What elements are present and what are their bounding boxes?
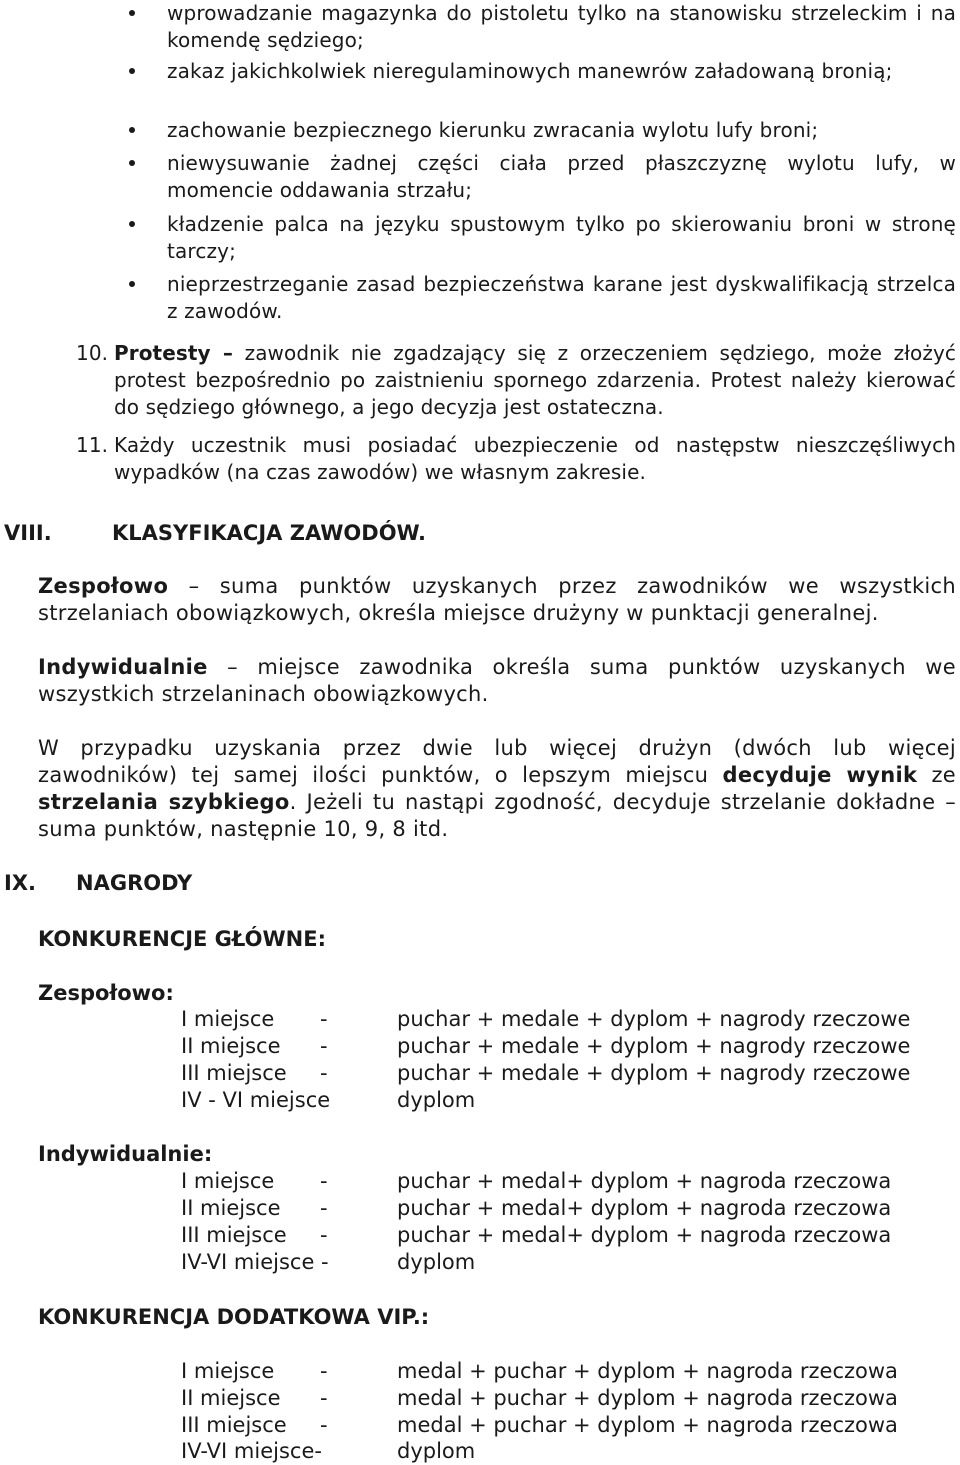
point-number: 11.	[76, 433, 109, 457]
classification-team	[38, 573, 956, 627]
list-item-text: wprowadzanie magazynka do pistoletu tylko na stanowisku strzeleckim i na komendę sędziego;	[167, 1, 956, 52]
tie-break-rule	[38, 735, 956, 843]
bold-text: strzelania szybkiego	[38, 790, 290, 814]
dash: -	[320, 1196, 328, 1220]
vip-competition-heading: KONKURENCJA DODATKOWA VIP.:	[38, 1305, 430, 1329]
term: Indywidualnie	[38, 655, 208, 679]
list-item-text: niewysuwanie żadnej części ciała przed płaszczyznę wylotu lufy, w momencie oddawania strzału;	[167, 151, 956, 202]
place: IV-VI miejsce-	[181, 1439, 322, 1463]
award: medal + puchar + dyplom + nagroda rzeczowa	[397, 1386, 898, 1410]
individual-prizes-heading: Indywidualnie:	[38, 1142, 213, 1166]
place: II miejsce	[181, 1196, 281, 1220]
place: IV-VI miejsce -	[181, 1250, 329, 1274]
bullet-icon	[129, 68, 135, 74]
award: puchar + medale + dyplom + nagrody rzeczowe	[397, 1061, 911, 1085]
bullet-icon	[129, 160, 135, 166]
award: dyplom	[397, 1250, 476, 1274]
main-competition-heading: KONKURENCJE GŁÓWNE:	[38, 927, 326, 951]
bullet-icon	[129, 281, 135, 287]
point-body: Każdy uczestnik musi posiadać ubezpieczenie od następstw nieszczęśliwych wypadków (na czas zawodów) we własnym zakresie.	[114, 433, 956, 484]
place: III miejsce	[181, 1413, 287, 1437]
place: III miejsce	[181, 1061, 287, 1085]
text: W przypadku uzyskania przez dwie lub więcej drużyn (dwóch lub więcej zawodników) tej samej ilości punktów, o lepszym miejscu	[38, 736, 956, 787]
dash: -	[320, 1007, 328, 1031]
dash: -	[320, 1223, 328, 1247]
dash: -	[320, 1034, 328, 1058]
bullet-icon	[129, 10, 135, 16]
award: dyplom	[397, 1088, 476, 1112]
definition: – suma punktów uzyskanych przez zawodników we wszystkich strzelaniach obowiązkowych, określa miejsce drużyny w punktacji generalnej.	[38, 574, 956, 625]
dash: -	[320, 1413, 328, 1437]
section-title: KLASYFIKACJA ZAWODÓW.	[112, 521, 426, 545]
dash: -	[320, 1061, 328, 1085]
section-number: IX.	[4, 871, 36, 895]
place: I miejsce	[181, 1359, 275, 1383]
point-number: 10.	[76, 341, 109, 365]
list-item-text: kładzenie palca na języku spustowym tylko po skierowaniu broni w stronę tarczy;	[167, 212, 956, 263]
award: puchar + medal+ dyplom + nagroda rzeczowa	[397, 1196, 892, 1220]
award: dyplom	[397, 1439, 476, 1463]
dash: -	[320, 1169, 328, 1193]
dash: -	[320, 1386, 328, 1410]
team-prizes-heading: Zespołowo:	[38, 981, 174, 1005]
award: puchar + medal+ dyplom + nagroda rzeczowa	[397, 1223, 892, 1247]
bold-text: decyduje wynik	[722, 763, 918, 787]
classification-individual	[38, 654, 956, 708]
text: . Jeżeli tu nastąpi zgodność, decyduje strzelanie dokładne – suma punktów, następnie 10, 9, 8 itd.	[38, 790, 956, 841]
place: I miejsce	[181, 1169, 275, 1193]
point-lead: Protesty –	[114, 341, 233, 365]
list-item-text: zakaz jakichkolwiek nieregulaminowych manewrów załadowaną bronią;	[167, 59, 893, 83]
award: medal + puchar + dyplom + nagroda rzeczowa	[397, 1359, 898, 1383]
place: II miejsce	[181, 1386, 281, 1410]
point-body: zawodnik nie zgadzający się z orzeczeniem sędziego, może złożyć protest bezpośrednio po zaistnieniu spornego zdarzenia. Protest należy kierować do sędziego głównego, a jego decyzja jest ostateczna.	[114, 341, 956, 419]
award: puchar + medal+ dyplom + nagroda rzeczowa	[397, 1169, 892, 1193]
list-item-text: zachowanie bezpiecznego kierunku zwracania wylotu lufy broni;	[167, 118, 819, 142]
point-text	[114, 340, 956, 421]
term: Zespołowo	[38, 574, 169, 598]
award: puchar + medale + dyplom + nagrody rzeczowe	[397, 1007, 911, 1031]
place: IV - VI miejsce	[181, 1088, 331, 1112]
bullet-icon	[129, 221, 135, 227]
place: II miejsce	[181, 1034, 281, 1058]
list-item-text: nieprzestrzeganie zasad bezpieczeństwa karane jest dyskwalifikacją strzelca z zawodów.	[167, 272, 956, 323]
place: III miejsce	[181, 1223, 287, 1247]
section-title: NAGRODY	[76, 871, 193, 895]
award: puchar + medale + dyplom + nagrody rzeczowe	[397, 1034, 911, 1058]
bullet-icon	[129, 127, 135, 133]
section-number: VIII.	[4, 521, 52, 545]
definition: – miejsce zawodnika określa suma punktów uzyskanych we wszystkich strzelaninach obowiązkowych.	[38, 655, 956, 706]
place: I miejsce	[181, 1007, 275, 1031]
text: ze	[917, 763, 957, 787]
dash: -	[320, 1359, 328, 1383]
award: medal + puchar + dyplom + nagroda rzeczowa	[397, 1413, 898, 1437]
